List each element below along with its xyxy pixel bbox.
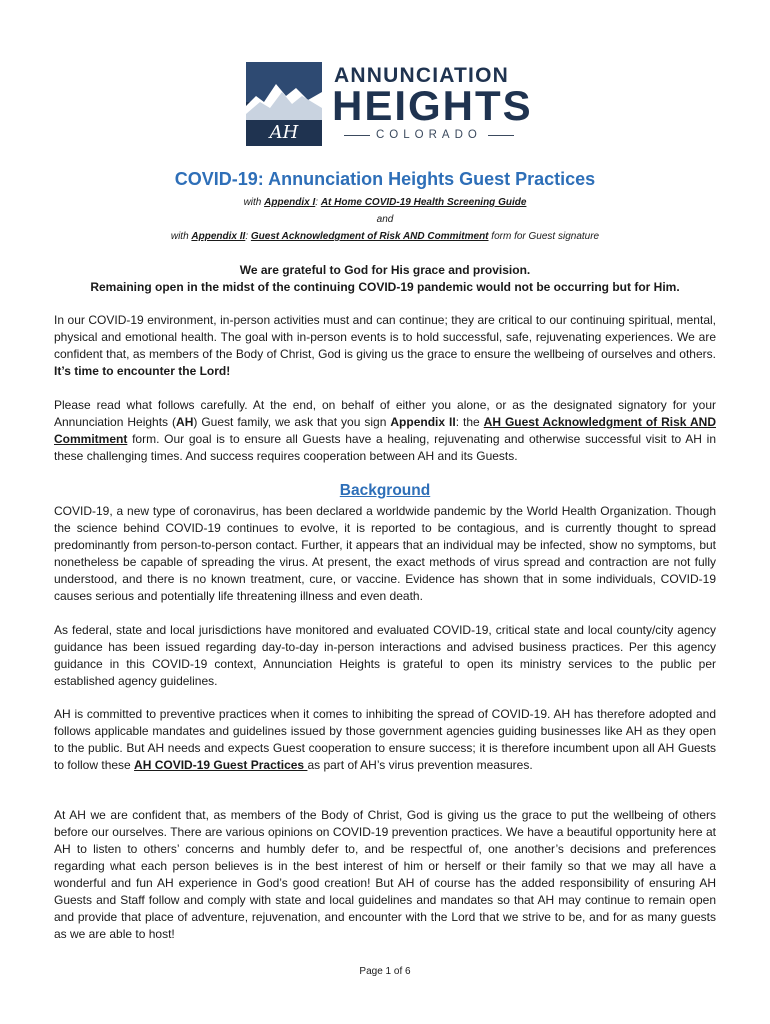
intro-text: In our COVID-19 environment, in-person activities must and can continue; they are critical to our continuing spiritual, mental, physical and emotional health. The goal with in-person events is to hold successful, safe, rejuvenating experiences. We are confident that, as members of the Body of Christ, God is giving us the grace to ensure the wellbeing of ourselves and others. <box>54 313 716 361</box>
appendix-1-line <box>0 197 770 208</box>
background-paragraph-3 <box>54 706 716 774</box>
bg3-text-2: as part of AH’s virus prevention measures. <box>307 758 533 772</box>
grateful-line-1: We are grateful to God for His grace and provision. <box>239 263 531 277</box>
guest-practices-link[interactable]: AH COVID-19 Guest Practices <box>134 758 308 772</box>
appendix-2-label: Appendix II <box>191 231 246 242</box>
appendix-2-prefix: with <box>170 231 192 242</box>
read-text-4: form. Our goal is to ensure all Guests have a healing, rejuvenating and otherwise successful visit to AH in these challenging times. And success requires cooperation between AH and its Guests. <box>54 432 716 463</box>
annunciation-heights-logo <box>246 62 536 148</box>
read-text-1: Please read what follows carefully. At the end, on behalf of either you alone, or as the designated signatory for your Annunciation Heights ( <box>54 398 716 429</box>
background-paragraph-1: COVID-19, a new type of coronavirus, has been declared a worldwide pandemic by the World Health Organization. Though the science behind COVID-19 continues to evolve, it is reported to be contagious, and is currently thought to spread predominantly from person-to-person contact. Further, it appears that an individual may be infected, show no symptoms, but nonetheless be capable of spreading the virus. At present, the exact methods of virus spread and contraction are not fully understood, and there is no known treatment, cure, or vaccine. Evidence has shown that in some individuals, COVID-19 causes serious and potentially life threatening illness and even death. <box>54 504 716 603</box>
logo-mark-text: AH <box>269 122 299 143</box>
and-line: and <box>376 214 394 225</box>
acknowledgment-form-link[interactable]: AH Guest Acknowledgment of Risk AND Commitment <box>54 415 717 446</box>
logo-line-2: HEIGHTS <box>332 82 533 129</box>
mountain-logo-icon <box>246 62 322 146</box>
read-text-3: : the <box>455 415 484 429</box>
logo-location: COLORADO <box>376 129 482 141</box>
logo-line-1: ANNUNCIATION <box>334 64 509 87</box>
appendix-1-prefix: with <box>243 197 265 208</box>
bg3-text-1: AH is committed to preventive practices when it comes to inhibiting the spread of COVID-19. AH has therefore adopted and follows applicable mandates and guidelines issued by those government agencies guiding businesses like AH as they open to the public. But AH needs and expects Guest cooperation to ensure success; it is therefore incumbent upon all AH Guests to follow these <box>54 707 716 772</box>
grateful-line-2: Remaining open in the midst of the continuing COVID-19 pandemic would not be occurring but for Him. <box>90 280 680 294</box>
appendix-1-name: At Home COVID-19 Health Screening Guide <box>320 197 527 208</box>
page-number: Page 1 of 6 <box>359 966 411 977</box>
read-text-2: ) Guest family, we ask that you sign <box>193 415 391 429</box>
logo-line-3 <box>338 129 520 141</box>
intro-bold: It’s time to encounter the Lord! <box>54 364 231 378</box>
ah-abbrev: AH <box>176 415 194 429</box>
appendix-2-sep: : <box>245 231 251 242</box>
appendix-2-name: Guest Acknowledgment of Risk AND Commitment <box>250 231 489 242</box>
document-title: COVID-19: Annunciation Heights Guest Practices <box>174 169 596 189</box>
background-heading: Background <box>339 482 431 499</box>
background-paragraph-4: At AH we are confident that, as members of the Body of Christ, God is giving us the grace to put the wellbeing of others before our ourselves. There are various opinions on COVID-19 prevention practices. We have a beautiful opportunity here at AH to listen to others’ concerns and humbly defer to, and be respectful of, one another’s decisions and preferences regarding what each person believes is in the best interest of him or herself or their family so that we may all have a wonderful and fun AH experience in God’s good creation! But AH of course has the added responsibility of ensuring AH Guests and Staff follow and comply with state and local guidelines and mandates so that AH may continue to remain open and provide that place of adventure, rejuvenation, and encounter with the Lord that we strive to be, and for as many guests as we are able to host! <box>54 808 716 941</box>
appendix-2-suffix: form for Guest signature <box>488 231 600 242</box>
appendix-2-line <box>0 231 770 242</box>
intro-paragraph <box>54 312 716 380</box>
background-paragraph-2: As federal, state and local jurisdictions have monitored and evaluated COVID-19, critical state and local county/city agency guidance has been issued regarding day-to-day in-person interactions and advised business practices. Per this agency guidance in this COVID-19 context, Annunciation Heights is grateful to open its ministry services to the public per established agency guidelines. <box>54 623 716 688</box>
appendix-1-label: Appendix I <box>264 197 316 208</box>
logo-rule-left <box>344 135 370 136</box>
appendix-2-ref: Appendix II <box>390 415 456 429</box>
read-carefully-paragraph <box>54 397 716 465</box>
appendix-1-sep: : <box>315 197 321 208</box>
logo-rule-right <box>488 135 514 136</box>
